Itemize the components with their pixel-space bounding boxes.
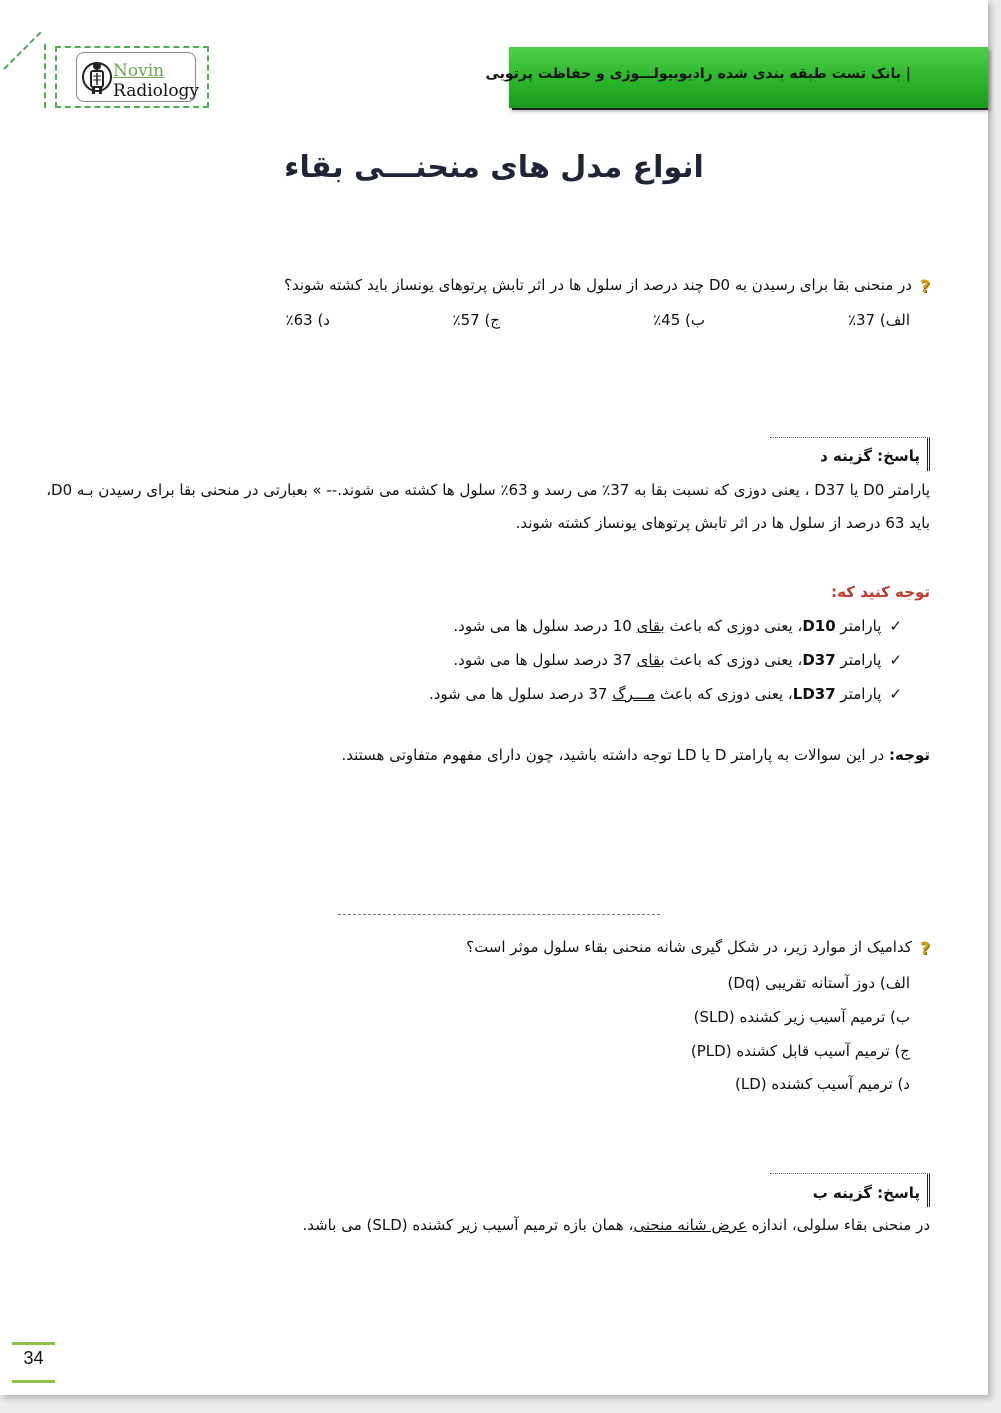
question-1 (284, 276, 930, 297)
note-item-3-underlined: مـــرگ (612, 685, 656, 703)
q1-option-a: الف) 37٪ (847, 311, 910, 329)
question-2 (466, 938, 930, 959)
answer-1-explanation-line1: پارامتر D0 یا D37 ، یعنی دوزی که نسبت بقا به 37٪ می رسد و 63٪ سلول ها کشته می شوند.-- » بعبارتی در منحنی بقا برای رسیدن بـه D0، (46, 481, 930, 499)
note-item-2-param: D37 (802, 651, 836, 669)
logo-decoration (44, 44, 46, 108)
q1-option-d: د) 63٪ (285, 311, 330, 329)
header-underline (512, 108, 988, 110)
q2-option-a: الف) دوز آستانه تقریبی (Dq) (727, 974, 910, 992)
note-item-2-mid: ، یعنی دوزی که باعث (664, 651, 803, 669)
question-2-text: کدامیک از موارد زیر، در شکل گیری شانه منحنی بقاء سلول موثر است؟ (466, 938, 912, 956)
note-2 (341, 746, 930, 764)
note-item-3-param: LD37 (792, 685, 836, 703)
answer-2-explanation-post: ، همان بازه ترمیم آسیب زیر کشنده (SLD) می باشد. (302, 1216, 634, 1234)
note-2-label: توجه: (889, 746, 930, 764)
page-number-bar-top (12, 1342, 55, 1345)
question-mark-icon: ? (920, 939, 930, 959)
answer-2-explanation-underlined: عرض شانه منحنی (633, 1216, 747, 1234)
note-item-1 (453, 617, 902, 635)
answer-1-label: پاسخ: گزینه د (820, 447, 920, 465)
note-2-text: در این سوالات به پارامتر D یا LD توجه داشته باشید، چون دارای مفهوم متفاوتی هستند. (341, 746, 890, 764)
note-item-1-param: D10 (802, 617, 836, 635)
page-number-bar-bottom (12, 1380, 55, 1383)
note-item-3-prefix: پارامتر (835, 685, 882, 703)
question-mark-icon: ? (920, 277, 930, 297)
q1-option-b: ب) 45٪ (653, 311, 705, 329)
note-item-2 (453, 651, 902, 669)
answer-2-explanation (302, 1216, 930, 1234)
answer-2-label: پاسخ: گزینه ب (812, 1184, 920, 1202)
note-item-2-suffix: 37 درصد سلول ها می شود. (453, 651, 637, 669)
radiology-person-icon (82, 57, 112, 97)
logo-decoration-diagonal (3, 32, 41, 70)
answer-2-explanation-pre: در منحنی بقاء سلولی، اندازه (746, 1216, 930, 1234)
checkmark-icon: ✓ (889, 617, 902, 635)
note-item-1-underlined: بقای (636, 617, 665, 635)
checkmark-icon: ✓ (889, 651, 902, 669)
logo-text-radiology: Radiology (113, 81, 200, 101)
q2-option-b: ب) ترمیم آسیب زیر کشنده (SLD) (693, 1008, 910, 1026)
note-item-2-prefix: پارامتر (835, 651, 882, 669)
page-title: انواع مدل های منحنـــی بقاء (284, 150, 704, 185)
note-item-1-mid: ، یعنی دوزی که باعث (664, 617, 803, 635)
question-separator (338, 914, 660, 915)
answer-1-explanation-line2: باید 63 درصد از سلول ها در اثر تابش پرتوهای یونساز کشته شوند. (515, 514, 930, 532)
note-heading: توجه کنید که: (831, 583, 930, 601)
page-number: 34 (23, 1348, 44, 1368)
note-item-1-prefix: پارامتر (835, 617, 882, 635)
q2-option-c: ج) ترمیم آسیب قابل کشنده (PLD) (690, 1042, 910, 1060)
note-item-3-mid: ، یعنی دوزی که باعث (655, 685, 793, 703)
note-item-2-underlined: بقای (636, 651, 665, 669)
question-1-text: در منحنی بقا برای رسیدن به D0 چند درصد از سلول ها در اثر تابش پرتوهای یونساز باید کشته شوند؟ (284, 276, 912, 294)
checkmark-icon: ✓ (889, 685, 902, 703)
note-item-3-suffix: 37 درصد سلول ها می شود. (428, 685, 613, 703)
note-item-1-suffix: 10 درصد سلول ها می شود. (453, 617, 637, 635)
q1-option-c: ج) 57٪ (452, 311, 500, 329)
header-title: | بانک تست طبقه بندی شده رادیوبیولـــوژی و حفاظت پرتویی (485, 66, 911, 82)
note-item-3 (429, 685, 902, 703)
q2-option-d: د) ترمیم آسیب کشنده (LD) (734, 1075, 910, 1093)
logo-text-novin: Novin (113, 61, 165, 81)
